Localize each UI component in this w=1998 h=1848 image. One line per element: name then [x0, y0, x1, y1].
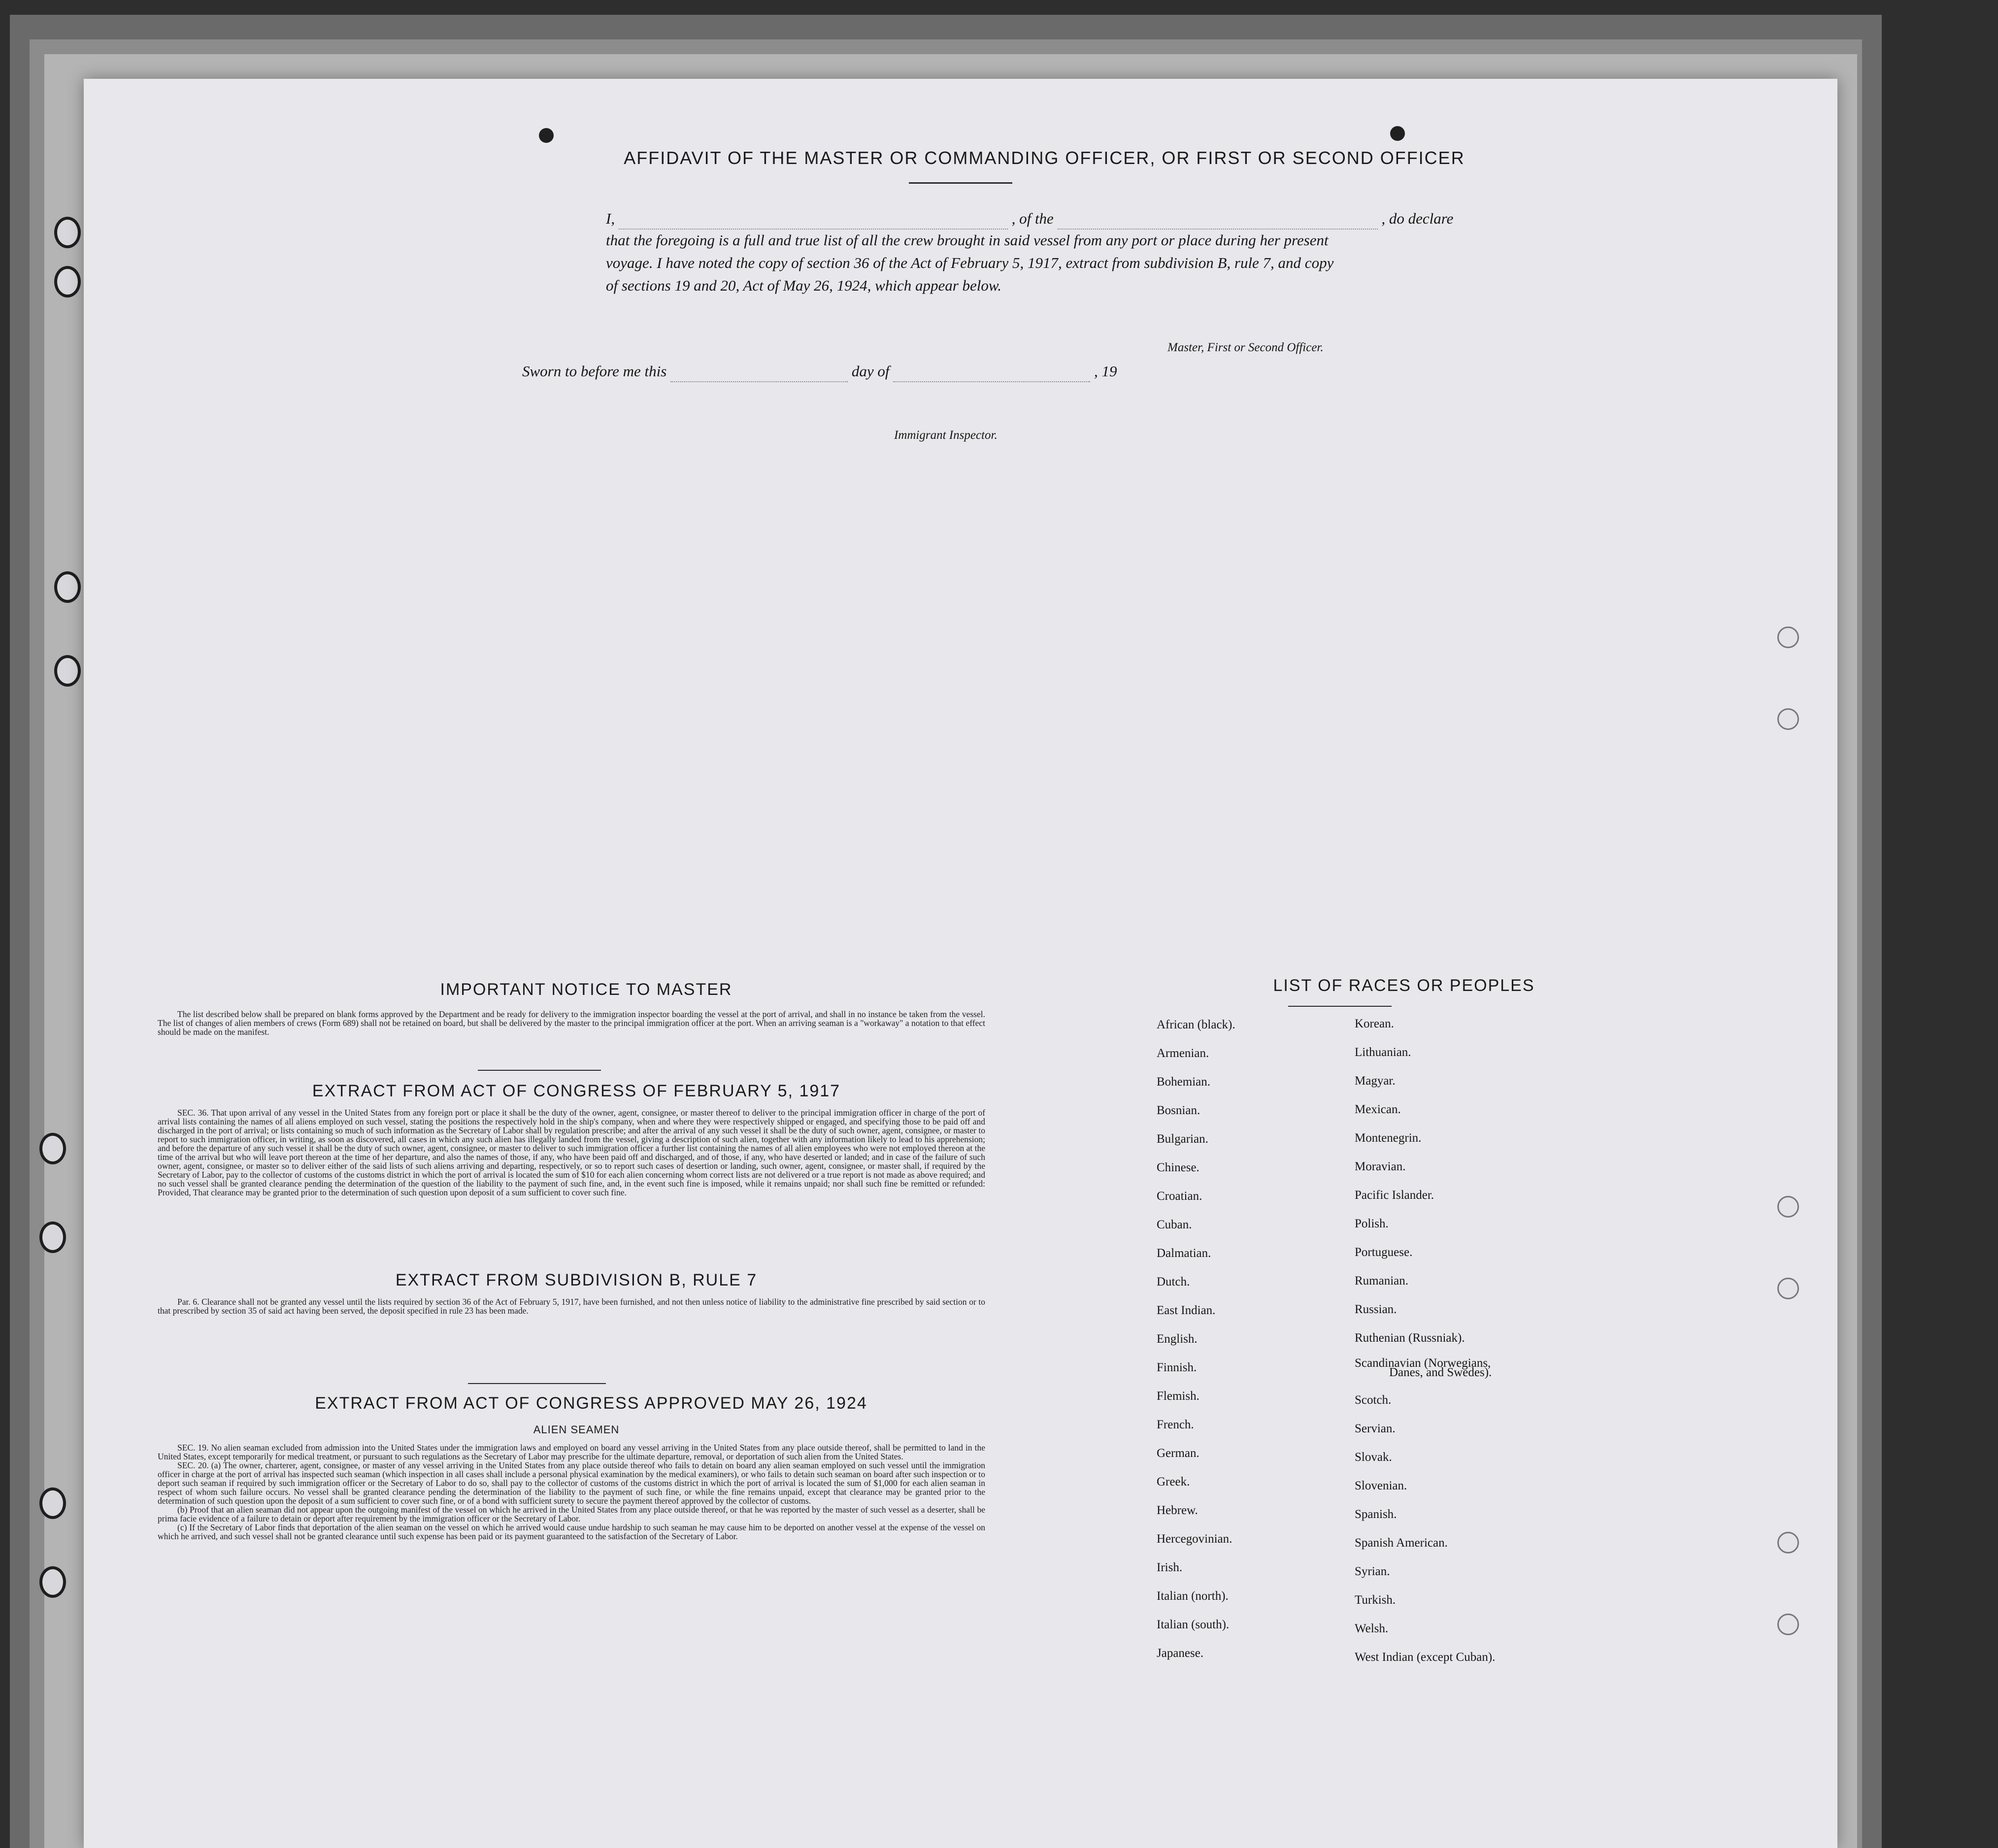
notice-body — [158, 1010, 985, 1036]
binder-hole — [54, 217, 81, 248]
affidavit-declare: , do declare — [1381, 210, 1454, 227]
staple-mark — [1390, 126, 1405, 141]
section-divider — [478, 1070, 601, 1071]
binder-hole — [39, 1133, 66, 1164]
race-item: Slovak. — [1355, 1451, 1392, 1464]
section-divider — [468, 1383, 606, 1384]
races-title-underline — [1288, 1006, 1392, 1007]
race-item: Mexican. — [1355, 1103, 1401, 1116]
race-item: Bohemian. — [1157, 1075, 1211, 1089]
sworn-text: Sworn to before me this — [522, 363, 667, 380]
master-signature-label: Master, First or Second Officer. — [1167, 341, 1324, 354]
notice-text: The list described below shall be prepared on blank forms approved by the Department and be ready for delivery to the immigration inspector boarding the vessel at the port of arrival, and shall in no instance be taken from the vessel. The list of changes of alien members of crews (Form 689) shall not be retained on board, but shall be delivered by the master to the principal immigration officer at the port. When an arriving seaman is a "workaway" a notation to that effect should be made on the manifest. — [158, 1009, 985, 1037]
race-item: West Indian (except Cuban). — [1355, 1650, 1496, 1664]
page-hole — [1777, 1532, 1799, 1553]
affidavit-line-1 — [606, 208, 1527, 230]
page-hole — [1777, 708, 1799, 730]
title-underline — [909, 182, 1012, 184]
race-item: Dalmatian. — [1157, 1247, 1211, 1260]
sec-20b-text: (b) Proof that an alien seaman did not appear upon the outgoing manifest of the vessel on which he arrived in the United States from any place outside thereof, or that he was reported by the master of such vessel as a deserter, shall be prima facie evidence of a failure to detain or deport after requirement by the immigration officer or the Secretary of Labor. — [158, 1505, 985, 1523]
races-title: LIST OF RACES OR PEOPLES — [1273, 976, 1535, 995]
race-item: Polish. — [1355, 1217, 1389, 1230]
sec-20a-text: SEC. 20. (a) The owner, charterer, agent, consignee, or master of any vessel arriving in the United States from any place outside thereof who fails to detain on board any alien seaman employed on such vessel until the immigration officer in charge at the port of arrival has inspected such seaman (which inspection in all cases shall include a personal physical examination by the medical examiners), or who fails to detain such seaman on board after such inspection or to deport such seaman if required by such immigration officer or the Secretary of Labor to do so, shall pay to the collector of customs of the customs district in which the port of arrival is located the sum of $1,000 for each alien seaman in respect of whom such failure occurs. No vessel shall be granted clearance pending the determination of the liability to the payment of such fine, or while the fine remains unpaid, except that clearance may be granted prior to the determination of such question upon the deposit of a sum sufficient to cover such fine, or of a bond with sufficient surety to secure the payment thereof approved by the collector of customs. — [158, 1460, 985, 1506]
race-item: Dutch. — [1157, 1275, 1190, 1288]
race-item: Slovenian. — [1355, 1479, 1407, 1492]
extract-1924-title: EXTRACT FROM ACT OF CONGRESS APPROVED MAY 26, 1924 — [315, 1394, 867, 1413]
page-hole — [1777, 1196, 1799, 1218]
race-item: Bulgarian. — [1157, 1132, 1208, 1146]
race-item: Russian. — [1355, 1303, 1397, 1316]
race-item: East Indian. — [1157, 1304, 1216, 1317]
race-item: Rumanian. — [1355, 1274, 1409, 1287]
race-item: German. — [1157, 1447, 1199, 1460]
alien-seamen-subtitle: ALIEN SEAMEN — [533, 1423, 620, 1436]
race-item: Turkish. — [1355, 1593, 1396, 1607]
race-item: French. — [1157, 1418, 1194, 1431]
staple-mark — [539, 128, 554, 143]
race-item: Scotch. — [1355, 1393, 1392, 1407]
race-item: Servian. — [1355, 1422, 1396, 1435]
vessel-blank[interactable] — [1058, 214, 1378, 230]
rule-7-title: EXTRACT FROM SUBDIVISION B, RULE 7 — [395, 1271, 758, 1289]
notice-title: IMPORTANT NOTICE TO MASTER — [440, 980, 733, 999]
month-blank[interactable] — [893, 366, 1090, 382]
race-item: Armenian. — [1157, 1047, 1209, 1060]
race-item: Portuguese. — [1355, 1246, 1413, 1259]
day-blank[interactable] — [670, 366, 848, 382]
binder-hole — [54, 266, 81, 297]
race-item: Irish. — [1157, 1561, 1183, 1574]
affidavit-i: I, — [606, 210, 615, 227]
extract-1924-body — [158, 1443, 985, 1541]
race-item: Danes, and Swedes). — [1389, 1366, 1492, 1379]
name-blank[interactable] — [619, 214, 1008, 230]
race-item: Syrian. — [1355, 1565, 1390, 1578]
sec-36-text: SEC. 36. That upon arrival of any vessel in the United States from any foreign port or place it shall be the duty of the owner, agent, consignee, or master thereof to deliver to the principal immigration officer in charge of the port of arrival lists containing the names of all aliens employed on such vessel, stating the positions the respectively hold in the ship's company, when and where they were respectively shipped or engaged, and specifying those to be paid off and discharged in the port of arrival; or lists containing so much of such information as the Secretary of Labor shall by regulation prescribe; and after the arrival of any such vessel it shall be the duty of such owner, agent, consignee, or master to report to such immigration officer, in writing, as soon as discovered, all cases in which any such alien has illegally landed from the vessel, giving a description of such alien, together with any information likely to lead to his apprehension; and before the departure of any such vessel it shall be the duty of such owner, agent, consignee, or master to deliver to such immigration officer a further list containing the names of all alien employees who were not employed thereon at the time of the arrival but who will leave port thereon at the time of her departure, and also the names of those, if any, who have been paid off and discharged, and of those, if any, who have deserted or landed; and in case of the failure of such owner, agent, consignee, or master so to deliver either of the said lists of such aliens arriving and departing, respectively, or so to report such cases of desertion or landing, such owner, agent, consignee, or master shall, if required by the Secretary of Labor, pay to the collector of customs of the customs district in which the port of arrival is located the sum of $10 for each alien concerning whom correct lists are not delivered or a true report is not made as above required; and no such vessel shall be granted clearance pending the determination of the question of the liability to the payment of such fine, and, in the event such fine is imposed, while it remains unpaid; nor shall such fine be remitted or refunded: Provided, That clearance may be granted prior to the determination of such question upon deposit of a sum sufficient to cover such fine. — [158, 1108, 985, 1197]
inspector-signature-label: Immigrant Inspector. — [894, 429, 998, 442]
race-item: Chinese. — [1157, 1161, 1199, 1174]
race-item: Flemish. — [1157, 1389, 1199, 1403]
race-item: Cuban. — [1157, 1218, 1192, 1231]
race-item: Italian (south). — [1157, 1618, 1230, 1631]
race-item: Welsh. — [1355, 1622, 1389, 1635]
race-item: Moravian. — [1355, 1160, 1406, 1173]
binder-hole — [54, 655, 81, 687]
race-item: Finnish. — [1157, 1361, 1197, 1374]
race-item: Italian (north). — [1157, 1589, 1229, 1603]
page-hole — [1777, 627, 1799, 648]
race-item: Magyar. — [1355, 1074, 1396, 1088]
race-item: Hercegovinian. — [1157, 1532, 1232, 1546]
affidavit-line-4: of sections 19 and 20, Act of May 26, 1924, which appear below. — [606, 277, 1002, 294]
race-item: Croatian. — [1157, 1189, 1202, 1203]
binder-hole — [39, 1566, 66, 1598]
race-item: Lithuanian. — [1355, 1046, 1411, 1059]
extract-1917-title: EXTRACT FROM ACT OF CONGRESS OF FEBRUARY 5, 1917 — [312, 1082, 841, 1100]
binder-hole — [54, 571, 81, 603]
sworn-line — [522, 361, 1507, 382]
affidavit-line-3: voyage. I have noted the copy of section 36 of the Act of February 5, 1917, extract from subdivision B, rule 7, and copy — [606, 254, 1334, 271]
binder-hole — [39, 1487, 66, 1519]
year-text: , 19 — [1094, 363, 1117, 380]
race-item: Scandinavian (Norwegians, — [1355, 1356, 1491, 1370]
race-item: Japanese. — [1157, 1647, 1204, 1660]
race-item: Ruthenian (Russniak). — [1355, 1331, 1465, 1345]
race-item: English. — [1157, 1332, 1198, 1346]
affidavit-title: AFFIDAVIT OF THE MASTER OR COMMANDING OFFICER, OR FIRST OR SECOND OFFICER — [624, 148, 1465, 168]
races-column-1 — [1157, 1011, 1235, 1668]
race-item: Spanish. — [1355, 1508, 1397, 1521]
affidavit-of-the: , of the — [1011, 210, 1054, 227]
race-item: Korean. — [1355, 1017, 1394, 1030]
race-item: Montenegrin. — [1355, 1131, 1422, 1145]
sec-20c-text: (c) If the Secretary of Labor finds that deportation of the alien seaman on the vessel on which he arrived would cause undue hardship to such seaman he may cause him to be deported on another vessel at the expense of the vessel on which he arrived, and such vessel shall not be granted clearance until such expense has been paid or its payment guaranteed to the satisfaction of the Secretary of Labor. — [158, 1522, 985, 1541]
page-hole — [1777, 1614, 1799, 1635]
affidavit-line-2: that the foregoing is a full and true list of all the crew brought in said vessel from any port or place during her present — [606, 231, 1329, 249]
binder-hole — [39, 1221, 66, 1253]
extract-1917-body — [158, 1108, 985, 1197]
race-item: African (black). — [1157, 1018, 1235, 1031]
race-item: Spanish American. — [1355, 1536, 1448, 1550]
sec-19-text: SEC. 19. No alien seaman excluded from admission into the United States under the immigration laws and employed on board any vessel arriving in the United States from any place outside thereof, shall be permitted to land in the United States, except temporarily for medical treatment, or pursuant to such regulations as the Secretary of Labor may prescribe for the ultimate departure, removal, or deportation of such alien from the United States. — [158, 1443, 985, 1461]
races-column-2 — [1355, 1010, 1495, 1672]
race-item: Hebrew. — [1157, 1504, 1198, 1517]
day-of-text: day of — [851, 363, 890, 380]
race-item: Greek. — [1157, 1475, 1190, 1488]
race-item: Bosnian. — [1157, 1104, 1200, 1117]
par-6-text: Par. 6. Clearance shall not be granted any vessel until the lists required by section 36 of the Act of February 5, 1917, have been furnished, and not then unless notice of liability to the administrative fine prescribed by said section or to that prescribed by section 35 of said act having been served, the deposit specified in rule 23 has been made. — [158, 1297, 985, 1316]
page-hole — [1777, 1278, 1799, 1299]
rule-7-body — [158, 1297, 985, 1315]
form-page — [84, 79, 1837, 1848]
race-item: Pacific Islander. — [1355, 1188, 1434, 1202]
